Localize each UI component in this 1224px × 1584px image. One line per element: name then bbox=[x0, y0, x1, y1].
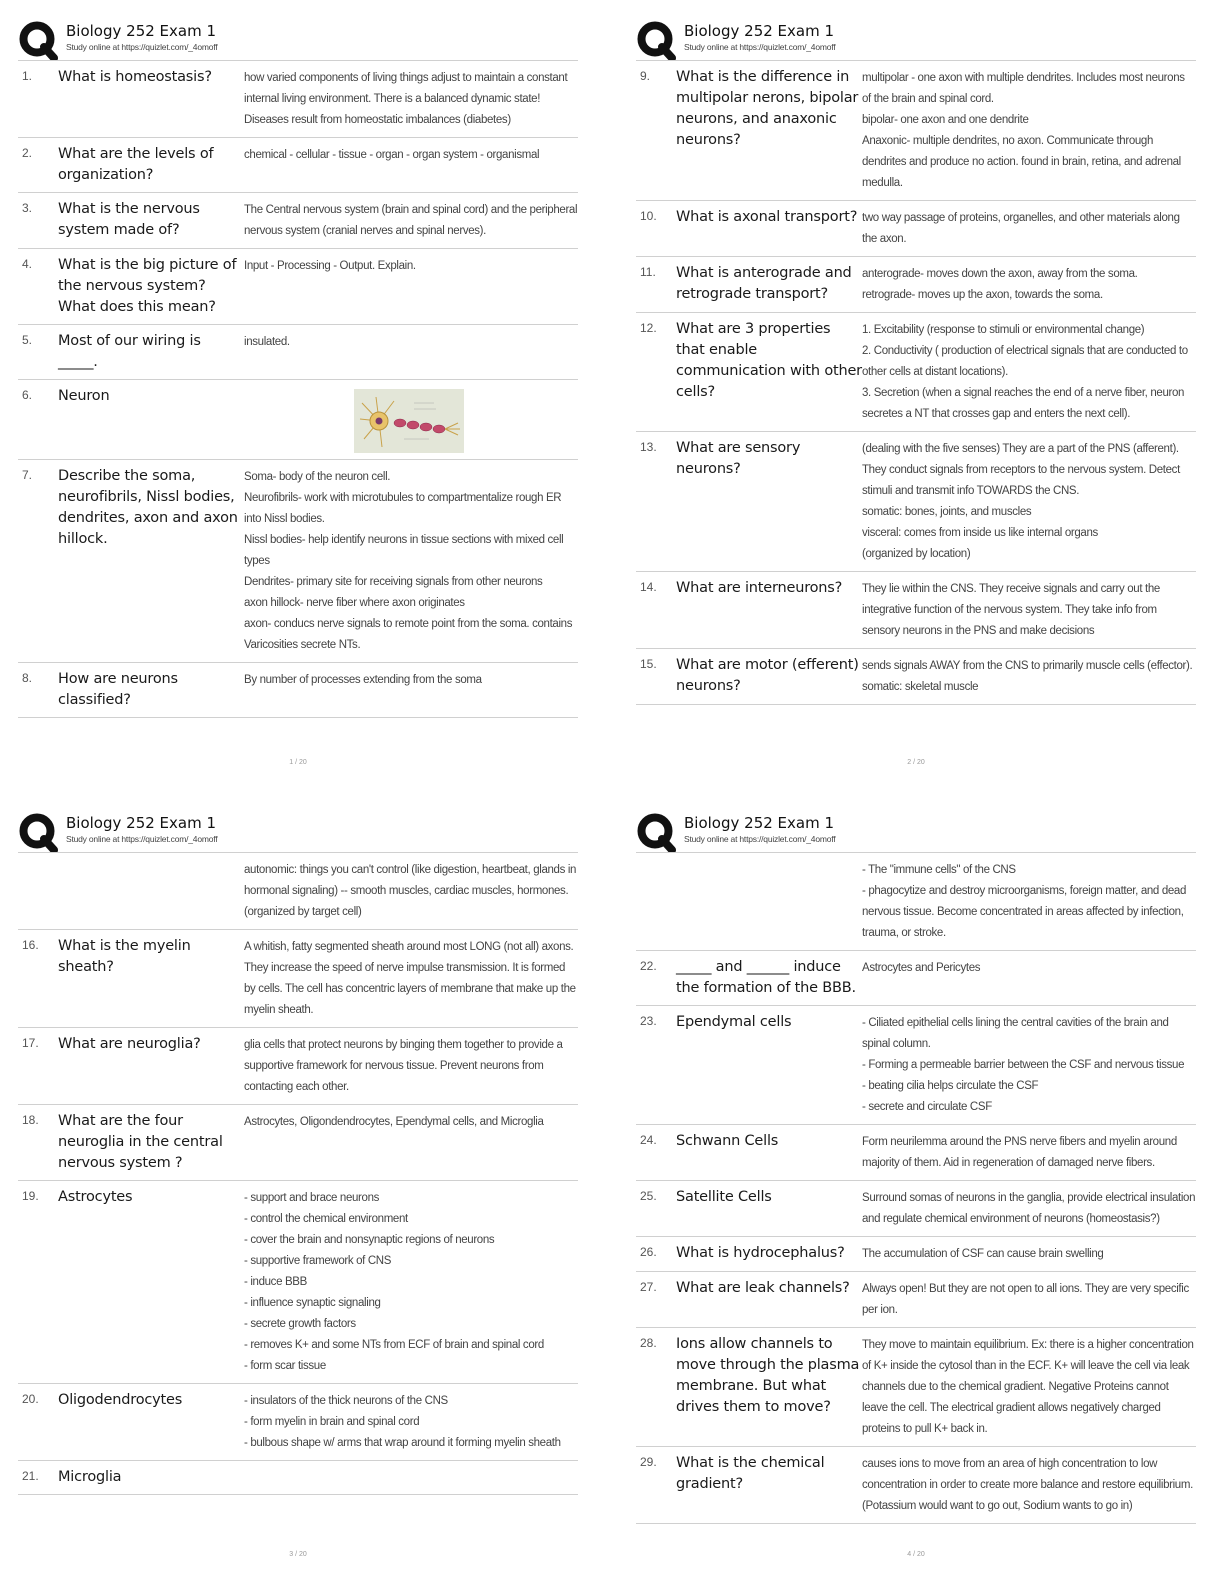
study-online-link[interactable]: Study online at https://quizlet.com/_4omoff bbox=[684, 42, 836, 52]
card-definition: A whitish, fatty segmented sheath around most LONG (not all) axons. They increase the speed of nerve impulse transmission. It is formed by cells. The cell has concentric layers of membrane that make up the myelin sheath. bbox=[244, 941, 576, 1016]
card-number: 17. bbox=[22, 1036, 39, 1050]
card-number: 19. bbox=[22, 1189, 39, 1203]
card-list bbox=[636, 852, 1196, 1524]
flashcard-row bbox=[18, 852, 578, 930]
flashcard-row bbox=[18, 380, 578, 460]
card-term: Ions allow channels to move through the plasma membrane. But what drives them to move? bbox=[676, 1336, 860, 1415]
quizlet-logo-icon bbox=[18, 20, 58, 60]
card-number: 25. bbox=[640, 1189, 657, 1203]
card-term: What is the myelin sheath? bbox=[58, 938, 191, 975]
card-definition: - Ciliated epithelial cells lining the central cavities of the brain and spinal column. - Forming a permeable barrier between the CSF and nervous tissue - beating cilia helps circulate the CSF - secrete and circulate CSF bbox=[862, 1017, 1185, 1113]
card-definition: Astrocytes, Oligondendrocytes, Ependymal cells, and Microglia bbox=[244, 1116, 544, 1128]
card-definition: chemical - cellular - tissue - organ - organ system - organismal bbox=[244, 149, 540, 161]
card-definition: sends signals AWAY from the CNS to primarily muscle cells (effector). somatic: skeletal muscle bbox=[862, 660, 1193, 693]
flashcard-row bbox=[636, 1328, 1196, 1447]
card-number: 1. bbox=[22, 69, 33, 83]
card-definition: By number of processes extending from the soma bbox=[244, 674, 482, 686]
card-number: 24. bbox=[640, 1133, 657, 1147]
card-term: What are 3 properties that enable communication with other cells? bbox=[676, 321, 862, 400]
card-number: 6. bbox=[22, 388, 33, 402]
card-term: What are motor (efferent) neurons? bbox=[676, 657, 859, 694]
card-term: Astrocytes bbox=[58, 1189, 133, 1205]
card-number: 27. bbox=[640, 1280, 657, 1294]
card-definition: - support and brace neurons - control the chemical environment - cover the brain and nonsynaptic regions of neurons - supportive framework of CNS - induce BBB - influence synaptic signaling - secrete growth factors - removes K+ and some NTs from ECF of brain and spinal cord - form scar tissue bbox=[244, 1192, 544, 1372]
document-title: Biology 252 Exam 1 bbox=[684, 22, 835, 40]
card-term: _____ and ______ induce the formation of the BBB. bbox=[676, 959, 856, 996]
card-definition: They lie within the CNS. They receive signals and carry out the integrative function of the nervous system. They take info from sensory neurons in the PNS and make decisions bbox=[862, 583, 1160, 637]
flashcard-row bbox=[636, 60, 1196, 201]
card-number: 2. bbox=[22, 146, 33, 160]
card-number: 28. bbox=[640, 1336, 657, 1350]
card-number: 8. bbox=[22, 671, 33, 685]
card-definition: Form neurilemma around the PNS nerve fibers and myelin around majority of them. Aid in regeneration of damaged nerve fibers. bbox=[862, 1136, 1177, 1169]
card-definition bbox=[244, 1467, 578, 1488]
card-term: What are the four neuroglia in the central nervous system ? bbox=[58, 1113, 223, 1171]
quizlet-logo-icon bbox=[636, 20, 676, 60]
card-term: Oligodendrocytes bbox=[58, 1392, 183, 1408]
flashcard-row bbox=[18, 1461, 578, 1495]
card-term: What are leak channels? bbox=[676, 1280, 850, 1296]
card-number: 15. bbox=[640, 657, 657, 671]
document-title: Biology 252 Exam 1 bbox=[66, 814, 217, 832]
card-term: What is axonal transport? bbox=[676, 209, 858, 225]
flashcard-row bbox=[18, 1105, 578, 1181]
card-number: 29. bbox=[640, 1455, 657, 1469]
document-title: Biology 252 Exam 1 bbox=[684, 814, 835, 832]
card-definition: - The "immune cells" of the CNS - phagocytize and destroy microorganisms, foreign matter, and dead nervous tissue. Become concentrated in areas affected by infection, trauma, or stroke. bbox=[862, 864, 1187, 939]
card-term: What is the nervous system made of? bbox=[58, 201, 200, 238]
card-number: 23. bbox=[640, 1014, 657, 1028]
flashcard-row bbox=[636, 1006, 1196, 1125]
flashcard-row bbox=[18, 138, 578, 193]
flashcard-row bbox=[636, 852, 1196, 951]
card-number: 18. bbox=[22, 1113, 39, 1127]
card-definition: Soma- body of the neuron cell. Neurofibrils- work with microtubules to compartmentalize rough ER into Nissl bodies. Nissl bodies- help identify neurons in tissue sections with mixed cell types Dendrites- primary site for receiving signals from other neurons axon hillock- nerve fiber where axon originates axon- conducs nerve signals to remote point from the soma. contains Varicosities secrete NTs. bbox=[244, 471, 573, 651]
flashcard-row bbox=[18, 930, 578, 1028]
card-term: What are neuroglia? bbox=[58, 1036, 201, 1052]
flashcard-row bbox=[636, 257, 1196, 313]
flashcard-row bbox=[18, 60, 578, 138]
card-term: How are neurons classified? bbox=[58, 671, 178, 708]
card-definition: anterograde- moves down the axon, away from the soma. retrograde- moves up the axon, towards the soma. bbox=[862, 268, 1138, 301]
card-term: Most of our wiring is _____. bbox=[58, 333, 201, 370]
card-term: What is hydrocephalus? bbox=[676, 1245, 845, 1261]
flashcard-row bbox=[18, 249, 578, 325]
flashcard-page bbox=[636, 812, 1216, 1572]
document-title: Biology 252 Exam 1 bbox=[66, 22, 217, 40]
flashcard-page bbox=[18, 20, 598, 780]
page-number: 3 / 20 bbox=[289, 1551, 307, 1558]
card-definition: Surround somas of neurons in the ganglia, provide electrical insulation and regulate chemical environment of neurons (homeostasis?) bbox=[862, 1192, 1196, 1225]
flashcard-row bbox=[18, 1028, 578, 1105]
card-definition: - insulators of the thick neurons of the CNS - form myelin in brain and spinal cord - bulbous shape w/ arms that wrap around it forming myelin sheath bbox=[244, 1395, 561, 1449]
flashcard-row bbox=[18, 325, 578, 380]
flashcard-row bbox=[636, 432, 1196, 572]
card-definition: Input - Processing - Output. Explain. bbox=[244, 260, 416, 272]
card-number: 12. bbox=[640, 321, 657, 335]
neuron-diagram-image bbox=[354, 389, 464, 453]
flashcard-row bbox=[636, 572, 1196, 649]
card-term: Schwann Cells bbox=[676, 1133, 779, 1149]
flashcard-row bbox=[18, 1384, 578, 1461]
flashcard-row bbox=[18, 663, 578, 718]
card-number: 20. bbox=[22, 1392, 39, 1406]
card-number: 10. bbox=[640, 209, 657, 223]
flashcard-row bbox=[18, 460, 578, 663]
card-number: 16. bbox=[22, 938, 39, 952]
card-term: Microglia bbox=[58, 1469, 122, 1485]
card-definition: The accumulation of CSF can cause brain swelling bbox=[862, 1248, 1104, 1260]
flashcard-row bbox=[18, 1181, 578, 1384]
card-number: 22. bbox=[640, 959, 657, 973]
study-online-link[interactable]: Study online at https://quizlet.com/_4omoff bbox=[66, 834, 218, 844]
card-term: Satellite Cells bbox=[676, 1189, 772, 1205]
card-term: Neuron bbox=[58, 388, 110, 404]
card-number: 14. bbox=[640, 580, 657, 594]
card-term: Ependymal cells bbox=[676, 1014, 792, 1030]
card-number: 4. bbox=[22, 257, 33, 271]
flashcard-row bbox=[636, 1237, 1196, 1272]
flashcard-row bbox=[636, 1447, 1196, 1524]
card-term: What is the big picture of the nervous system? What does this mean? bbox=[58, 257, 237, 315]
quizlet-logo-icon bbox=[636, 812, 676, 852]
page-number: 4 / 20 bbox=[907, 1551, 925, 1558]
flashcard-row bbox=[636, 313, 1196, 432]
card-number: 13. bbox=[640, 440, 657, 454]
flashcard-page bbox=[636, 20, 1216, 780]
card-definition: insulated. bbox=[244, 336, 290, 348]
card-term: What is anterograde and retrograde transport? bbox=[676, 265, 852, 302]
flashcard-row bbox=[18, 193, 578, 249]
card-number: 9. bbox=[640, 69, 651, 83]
page-number: 2 / 20 bbox=[907, 759, 925, 766]
flashcard-row bbox=[636, 1125, 1196, 1181]
card-definition: autonomic: things you can't control (like digestion, heartbeat, glands in hormonal signaling) -- smooth muscles, cardiac muscles, hormones. (organized by target cell) bbox=[244, 864, 577, 918]
card-number: 3. bbox=[22, 201, 33, 215]
card-list bbox=[18, 852, 578, 1495]
card-definition bbox=[244, 386, 578, 453]
flashcard-row bbox=[636, 951, 1196, 1006]
card-definition: how varied components of living things adjust to maintain a constant internal living environment. There is a balanced dynamic state! Diseases result from homeostatic imbalances (diabetes) bbox=[244, 72, 568, 126]
card-definition: The Central nervous system (brain and spinal cord) and the peripheral nervous system (cranial nerves and spinal nerves). bbox=[244, 204, 578, 237]
card-definition: 1. Excitability (response to stimuli or environmental change) 2. Conductivity ( production of electrical signals that are conducted to other cells at distant locations). 3. Secretion (when a signal reaches the end of a nerve fiber, neuron secretes a NT that crosses gap and enters the next cell). bbox=[862, 324, 1188, 420]
card-number: 26. bbox=[640, 1245, 657, 1259]
flashcard-row bbox=[636, 649, 1196, 705]
flashcard-row bbox=[636, 1181, 1196, 1237]
card-term: What is homeostasis? bbox=[58, 69, 212, 85]
study-online-link[interactable]: Study online at https://quizlet.com/_4omoff bbox=[684, 834, 836, 844]
card-definition: They move to maintain equilibrium. Ex: there is a higher concentration of K+ inside the cytosol than in the ECF. K+ will leave the cell via leak channels due to the chemical gradient. Negative Proteins cannot leave the cell. The electrical gradient allows negatively charged proteins to pull K+ back in. bbox=[862, 1339, 1194, 1435]
quizlet-logo-icon bbox=[18, 812, 58, 852]
card-list bbox=[636, 60, 1196, 705]
study-online-link[interactable]: Study online at https://quizlet.com/_4omoff bbox=[66, 42, 218, 52]
card-list bbox=[18, 60, 578, 718]
card-number: 11. bbox=[640, 265, 656, 279]
card-number: 21. bbox=[22, 1469, 39, 1483]
flashcard-row bbox=[636, 201, 1196, 257]
card-definition: two way passage of proteins, organelles, and other materials along the axon. bbox=[862, 212, 1180, 245]
page-number: 1 / 20 bbox=[289, 759, 307, 766]
flashcard-row bbox=[636, 1272, 1196, 1328]
card-definition: causes ions to move from an area of high concentration to low concentration in order to create more balance and restore equilibrium. (Potassium would want to go out, Sodium wants to go in) bbox=[862, 1458, 1193, 1512]
card-term: What are the levels of organization? bbox=[58, 146, 214, 183]
card-definition: Astrocytes and Pericytes bbox=[862, 962, 981, 974]
card-term: What are sensory neurons? bbox=[676, 440, 801, 477]
card-term: What are interneurons? bbox=[676, 580, 843, 596]
card-number: 5. bbox=[22, 333, 33, 347]
card-term: What is the chemical gradient? bbox=[676, 1455, 825, 1492]
card-term: Describe the soma, neurofibrils, Nissl bodies, dendrites, axon and axon hillock. bbox=[58, 468, 238, 547]
flashcard-page bbox=[18, 812, 598, 1572]
card-definition: glia cells that protect neurons by binging them together to provide a supportive framework for nervous tissue. Prevent neurons from contacting each other. bbox=[244, 1039, 563, 1093]
card-definition: multipolar - one axon with multiple dendrites. Includes most neurons of the brain and spinal cord. bipolar- one axon and one dendrite Anaxonic- multiple dendrites, no axon. Communicate through dendrites and produce no action. found in brain, retina, and adrenal medulla. bbox=[862, 72, 1185, 189]
card-term: What is the difference in multipolar nerons, bipolar neurons, and anaxonic neurons? bbox=[676, 69, 859, 148]
card-number: 7. bbox=[22, 468, 33, 482]
card-definition: Always open! But they are not open to all ions. They are very specific per ion. bbox=[862, 1283, 1189, 1316]
card-definition: (dealing with the five senses) They are a part of the PNS (afferent). They conduct signals from receptors to the nervous system. Detect stimuli and transmit info TOWARDS the CNS. somatic: bones, joints, and muscles visceral: comes from inside us like internal organs (organized by location) bbox=[862, 443, 1180, 560]
